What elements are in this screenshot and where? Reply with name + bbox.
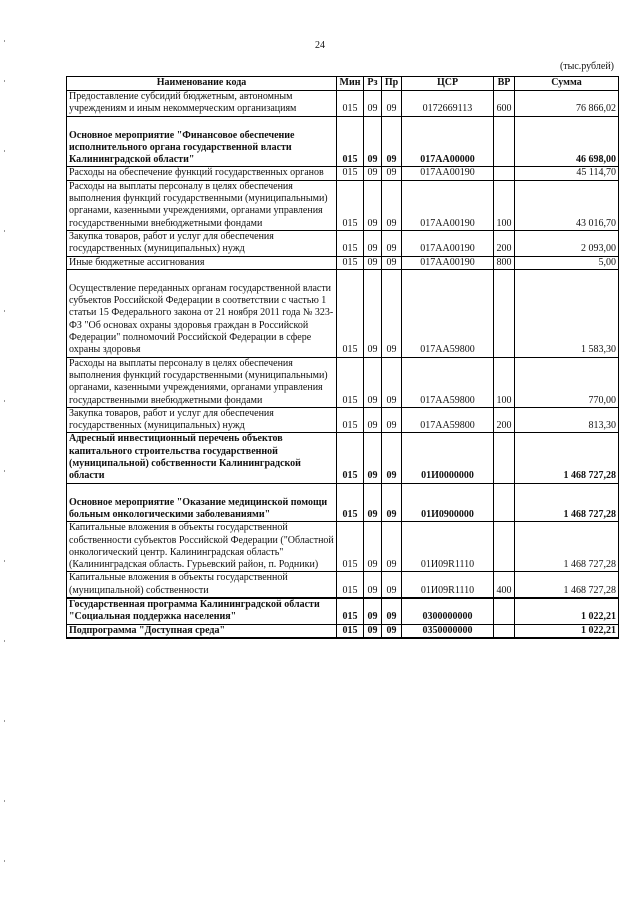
- row-vr: [494, 598, 515, 624]
- row-rz: 09: [364, 407, 382, 433]
- row-vr: 200: [494, 230, 515, 256]
- budget-table: [66, 76, 619, 639]
- page-number: 24: [315, 40, 325, 51]
- row-csr: 01И09R1110: [402, 522, 494, 572]
- row-vr: 600: [494, 91, 515, 117]
- row-csr: 017АА59800: [402, 407, 494, 433]
- row-min: 015: [337, 598, 364, 624]
- row-pr: 09: [382, 572, 402, 598]
- table-row: [67, 572, 619, 598]
- row-name: Предоставление субсидий бюджетным, автономным учреждениям и иным некоммерческим организациям: [67, 91, 337, 117]
- row-sum: 1 022,21: [515, 598, 619, 624]
- row-rz: 09: [364, 598, 382, 624]
- row-csr: 01И0900000: [402, 483, 494, 522]
- row-min: 015: [337, 483, 364, 522]
- row-name: Иные бюджетные ассигнования: [67, 256, 337, 269]
- row-name: Расходы на выплаты персоналу в целях обеспечения выполнения функций государственными (муниципальными) органами, казенными учреждениями, органами управления государственными внебюджетными фондами: [67, 357, 337, 407]
- row-name: Расходы на обеспечение функций государственных органов: [67, 167, 337, 180]
- row-pr: 09: [382, 624, 402, 638]
- row-csr: 017АА00190: [402, 167, 494, 180]
- table-row: [67, 180, 619, 230]
- table-row: [67, 483, 619, 522]
- row-csr: 017АА00190: [402, 180, 494, 230]
- row-sum: 1 583,30: [515, 269, 619, 357]
- header-name: Наименование кода: [67, 77, 337, 91]
- row-sum: 1 468 727,28: [515, 572, 619, 598]
- table-row: [67, 522, 619, 572]
- row-vr: [494, 433, 515, 483]
- row-name: Осуществление переданных органам государственной власти субъектов Российской Федерации в соответствии с частью 1 статьи 15 Федерального закона от 21 ноября 2011 года № 323-ФЗ "Об основах охраны здоровья граждан в Российской Федерации" полномочий Российской Федерации в сфере охраны здоровья: [67, 269, 337, 357]
- row-min: 015: [337, 624, 364, 638]
- table-row: [67, 167, 619, 180]
- row-vr: [494, 116, 515, 167]
- row-csr: 017АА59800: [402, 269, 494, 357]
- row-pr: 09: [382, 91, 402, 117]
- row-name: Расходы на выплаты персоналу в целях обеспечения выполнения функций государственными (муниципальными) органами, казенными учреждениями, органами управления государственными внебюджетными фондами: [67, 180, 337, 230]
- row-pr: 09: [382, 116, 402, 167]
- header-min: Мин: [337, 77, 364, 91]
- row-vr: 200: [494, 407, 515, 433]
- table-row: [67, 357, 619, 407]
- row-name: Закупка товаров, работ и услуг для обеспечения государственных (муниципальных) нужд: [67, 230, 337, 256]
- row-sum: 1 468 727,28: [515, 522, 619, 572]
- row-min: 015: [337, 357, 364, 407]
- row-rz: 09: [364, 180, 382, 230]
- row-pr: 09: [382, 433, 402, 483]
- row-vr: [494, 269, 515, 357]
- row-pr: 09: [382, 180, 402, 230]
- row-csr: 01И0000000: [402, 433, 494, 483]
- row-vr: 800: [494, 256, 515, 269]
- row-name: Государственная программа Калининградской области "Социальная поддержка населения": [67, 598, 337, 624]
- header-vr: ВР: [494, 77, 515, 91]
- row-name: Капитальные вложения в объекты государственной собственности субъектов Российской Федерации ("Областной онкологический центр. Калининградская область" (Калининградская область. Гурьевский район, п. Родники): [67, 522, 337, 572]
- row-min: 015: [337, 180, 364, 230]
- row-pr: 09: [382, 256, 402, 269]
- row-pr: 09: [382, 483, 402, 522]
- row-name: Капитальные вложения в объекты государственной (муниципальной) собственности: [67, 572, 337, 598]
- table-row: [67, 256, 619, 269]
- units-label: (тыс.рублей): [559, 61, 614, 72]
- row-min: 015: [337, 91, 364, 117]
- table-row: [67, 116, 619, 167]
- row-vr: [494, 483, 515, 522]
- row-pr: 09: [382, 522, 402, 572]
- row-min: 015: [337, 167, 364, 180]
- row-sum: 43 016,70: [515, 180, 619, 230]
- row-vr: 400: [494, 572, 515, 598]
- table-row: [67, 91, 619, 117]
- row-sum: 1 468 727,28: [515, 433, 619, 483]
- header-rz: Рз: [364, 77, 382, 91]
- table-row: [67, 230, 619, 256]
- row-vr: 100: [494, 180, 515, 230]
- row-pr: 09: [382, 357, 402, 407]
- row-csr: 017АА00190: [402, 256, 494, 269]
- scan-margin-dots: [3, 0, 7, 905]
- row-name: Основное мероприятие "Финансовое обеспечение исполнительного органа государственной власти Калининградской области": [67, 116, 337, 167]
- row-rz: 09: [364, 91, 382, 117]
- row-sum: 1 022,21: [515, 624, 619, 638]
- row-csr: 017АА00000: [402, 116, 494, 167]
- row-min: 015: [337, 116, 364, 167]
- row-sum: 5,00: [515, 256, 619, 269]
- row-rz: 09: [364, 357, 382, 407]
- row-rz: 09: [364, 522, 382, 572]
- header-row: [67, 77, 619, 91]
- table-row: [67, 433, 619, 483]
- row-sum: 813,30: [515, 407, 619, 433]
- row-rz: 09: [364, 116, 382, 167]
- row-rz: 09: [364, 572, 382, 598]
- row-csr: 017АА00190: [402, 230, 494, 256]
- row-rz: 09: [364, 269, 382, 357]
- row-sum: 76 866,02: [515, 91, 619, 117]
- row-pr: 09: [382, 598, 402, 624]
- table-row: [67, 624, 619, 638]
- table-row: [67, 598, 619, 624]
- row-name: Подпрограмма "Доступная среда": [67, 624, 337, 638]
- row-pr: 09: [382, 167, 402, 180]
- row-pr: 09: [382, 269, 402, 357]
- header-pr: Пр: [382, 77, 402, 91]
- row-sum: 2 093,00: [515, 230, 619, 256]
- row-min: 015: [337, 522, 364, 572]
- row-vr: [494, 167, 515, 180]
- row-rz: 09: [364, 483, 382, 522]
- row-name: Адресный инвестиционный перечень объектов капитального строительства государственной (муниципальной) собственности Калининградской области: [67, 433, 337, 483]
- row-sum: 45 114,70: [515, 167, 619, 180]
- row-csr: 0300000000: [402, 598, 494, 624]
- row-sum: 770,00: [515, 357, 619, 407]
- row-vr: 100: [494, 357, 515, 407]
- row-name: Закупка товаров, работ и услуг для обеспечения государственных (муниципальных) нужд: [67, 407, 337, 433]
- row-min: 015: [337, 572, 364, 598]
- table-row: [67, 269, 619, 357]
- row-rz: 09: [364, 433, 382, 483]
- row-min: 015: [337, 269, 364, 357]
- row-sum: 1 468 727,28: [515, 483, 619, 522]
- row-sum: 46 698,00: [515, 116, 619, 167]
- row-csr: 01И09R1110: [402, 572, 494, 598]
- row-csr: 0172669113: [402, 91, 494, 117]
- header-sum: Сумма: [515, 77, 619, 91]
- row-min: 015: [337, 433, 364, 483]
- row-csr: 0350000000: [402, 624, 494, 638]
- header-csr: ЦСР: [402, 77, 494, 91]
- row-rz: 09: [364, 167, 382, 180]
- row-pr: 09: [382, 230, 402, 256]
- row-rz: 09: [364, 256, 382, 269]
- row-pr: 09: [382, 407, 402, 433]
- row-min: 015: [337, 407, 364, 433]
- table-row: [67, 407, 619, 433]
- row-name: Основное мероприятие "Оказание медицинской помощи больным онкологическими заболеваниями": [67, 483, 337, 522]
- row-min: 015: [337, 230, 364, 256]
- row-rz: 09: [364, 624, 382, 638]
- row-min: 015: [337, 256, 364, 269]
- row-csr: 017АА59800: [402, 357, 494, 407]
- row-vr: [494, 522, 515, 572]
- row-rz: 09: [364, 230, 382, 256]
- row-vr: [494, 624, 515, 638]
